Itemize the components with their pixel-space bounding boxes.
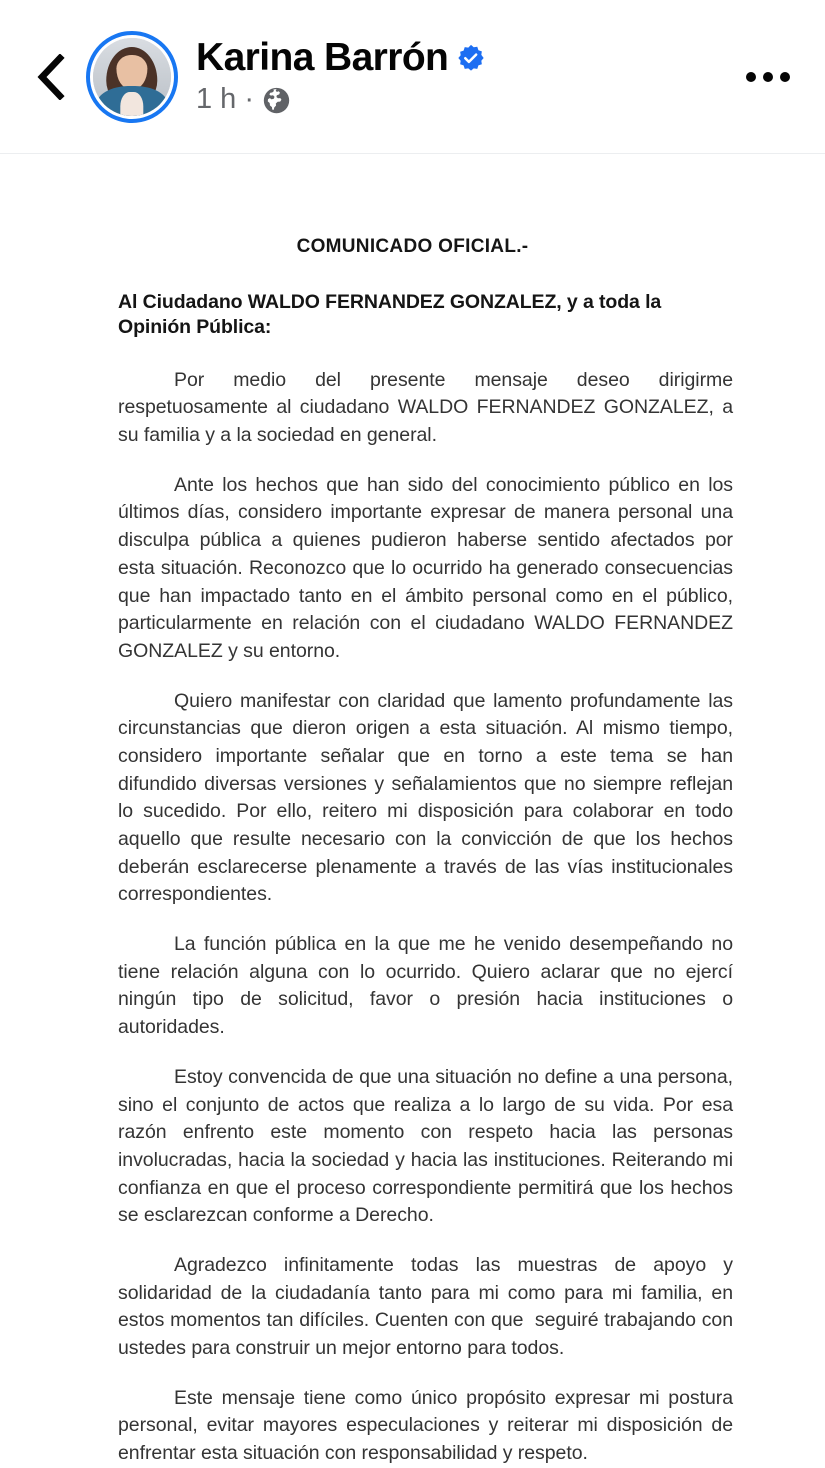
- document-paragraph: Ante los hechos que han sido del conocimiento público en los últimos días, considero importante expresar de manera personal una disculpa pública a quienes pudieron haberse sentido afectados por esta situación. Reconozco que lo ocurrido ha generado consecuencias que han impactado tanto en el ámbito personal como en el público, particularmente en relación con el ciudadano WALDO FERNANDEZ GONZALEZ y su entorno.: [118, 473, 739, 662]
- post-timestamp[interactable]: 1 h: [196, 83, 237, 116]
- more-options-button[interactable]: [737, 46, 799, 108]
- verified-badge-icon[interactable]: [457, 44, 485, 72]
- document-paragraph: Quiero manifestar con claridad que lamento profundamente las circunstancias que dieron origen a esta situación. Al mismo tiempo, considero importante señalar que en torno a este tema se han difundido diversas versiones y señalamientos que no siempre reflejan lo sucedido. Por ello, reitero mi disposición para colaborar en todo aquello que resulte necesario con la convicción de que los hechos deberán esclarecerse plenamente a través de las vías institucionales correspondientes.: [118, 689, 739, 906]
- avatar[interactable]: [86, 31, 178, 123]
- document-paragraph: Estoy convencida de que una situación no define a una persona, sino el conjunto de actos que realiza a lo largo de su vida. Por esa razón enfrento este momento con respeto hacia las personas involucradas, hacia la sociedad y hacia las instituciones. Reiterando mi confianza en que el proceso correspondiente permitirá que los hechos se esclarezcan conforme a Derecho.: [118, 1065, 739, 1227]
- post-header: [0, 0, 825, 154]
- avatar-image: [93, 38, 171, 116]
- document-paragraph: Por medio del presente mensaje deseo dirigirme respetuosamente al ciudadano WALDO FERNANDEZ GONZALEZ, a su familia y a la sociedad en general.: [118, 368, 739, 447]
- document-paragraph: Este mensaje tiene como único propósito expresar mi postura personal, evitar mayores especulaciones y reiterar mi disposición de enfrentar esta situación con responsabilidad y respeto.: [118, 1386, 739, 1465]
- author-name[interactable]: Karina Barrón: [196, 36, 449, 79]
- meta-separator: ·: [244, 83, 254, 116]
- document-paragraph: Agradezco infinitamente todas las muestras de apoyo y solidaridad de la ciudadanía tanto para mi como para mi familia, en estos momentos tan difíciles. Cuenten con que seguiré trabajando con ustedes para construir un mejor entorno para todos.: [118, 1253, 739, 1359]
- document-body: [118, 367, 739, 1468]
- post-meta-row: [196, 84, 737, 116]
- document-paragraph: La función pública en la que me he venido desempeñando no tiene relación alguna con lo ocurrido. Quiero aclarar que no ejercí ningún tipo de solicitud, favor o presión hacia instituciones o autoridades.: [118, 933, 739, 1039]
- post-author-block: [196, 37, 737, 116]
- chevron-left-icon: [34, 54, 68, 100]
- author-row: [196, 37, 737, 79]
- more-options-icon: [746, 72, 790, 82]
- document-title: COMUNICADO OFICIAL.-: [296, 236, 529, 257]
- globe-icon[interactable]: [262, 86, 291, 115]
- document-subtitle: Al Ciudadano WALDO FERNANDEZ GONZALEZ, y a toda la Opinión Pública:: [118, 291, 662, 339]
- back-button[interactable]: [22, 48, 80, 106]
- communique-document: [0, 154, 825, 1468]
